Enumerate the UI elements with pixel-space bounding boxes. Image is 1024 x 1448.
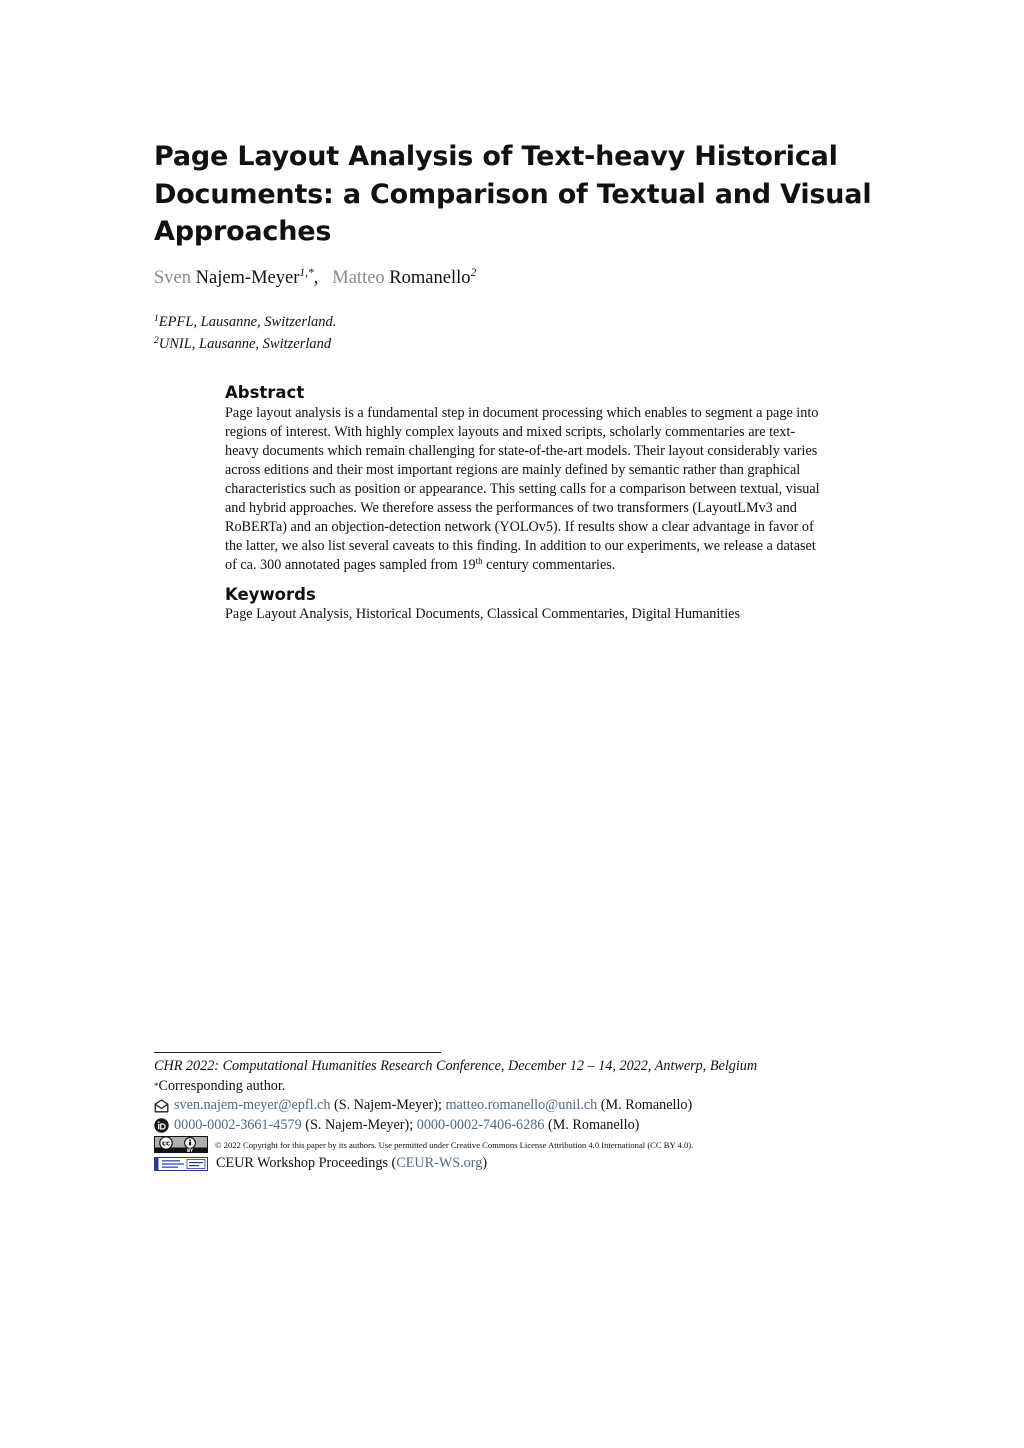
affiliation-list [154,311,336,355]
license-text: © 2022 Copyright for this paper by its authors. Use permitted under Creative Commons License Attribution 4.0 International (CC BY 4.0). [215,1139,694,1150]
author-affiliation-mark: 1,* [299,267,314,279]
license-line [154,1135,757,1154]
email-link[interactable]: sven.najem-meyer@epfl.ch [174,1097,331,1113]
cc-badge-text: BY [187,1148,193,1153]
affiliation-text: EPFL, Lausanne, Switzerland. [158,314,337,330]
title-line: Page Layout Analysis of Text-heavy Historical [154,141,838,172]
affiliation-mark: 1 [154,314,159,324]
paper-title [154,138,872,251]
title-line: Documents: a Comparison of Textual and Visual [154,178,872,210]
orcid-owner: (M. Romanello) [544,1116,640,1133]
keywords-text: Page Layout Analysis, Historical Documents, Classical Commentaries, Digital Humanities [225,606,740,622]
author [154,268,314,288]
author-given-name: Sven [154,268,191,288]
abstract-line-text: century commentaries. [482,557,616,573]
keywords-heading: Keywords [225,585,316,604]
affiliation-mark: 2 [154,336,159,346]
footnote-rule [154,1052,441,1053]
abstract-line: across editions and their most important regions are mainly defined by semantic rather than graphical [225,462,801,478]
affiliation [154,311,336,333]
abstract-line: and hybrid approaches. We therefore assess the performances of two transformers (LayoutLMv3 and [225,500,797,516]
affiliation [154,333,336,355]
corresponding-author-note: * Corresponding author. [154,1077,757,1097]
abstract-line [225,556,875,575]
abstract-line: regions of interest. With highly complex layouts and mixed scripts, scholarly commentaries are text- [225,424,796,440]
cc-badge-text: cc [161,1139,171,1148]
author-family-name: Romanello [389,268,471,288]
email-link[interactable]: matteo.romanello@unil.ch [445,1097,598,1113]
abstract-line: heavy documents which remain challenging for state-of-the-art models. Their layout considerably varies [225,443,818,459]
author-given-name: Matteo [332,268,385,288]
abstract-line: the latter, we also list several caveats to this finding. In addition to our experiments, we release a dataset [225,538,816,554]
abstract-text [225,404,875,575]
email-line [154,1096,757,1116]
abstract-line: Page layout analysis is a fundamental step in document processing which enables to segment a page into [225,405,819,421]
title-line: Approaches [154,216,332,247]
author [332,268,476,288]
cc-by-badge-icon [154,1136,208,1153]
email-owner: (S. Najem-Meyer); [330,1097,446,1113]
publisher-link[interactable]: CEUR-WS.org [396,1155,483,1172]
publisher-line [154,1154,757,1174]
author-family-name: Najem-Meyer [195,268,300,288]
abstract-line: RoBERTa) and an objection-detection network (YOLOv5). If results show a clear advantage in favor of [225,519,814,535]
ordinal-suffix: th [475,556,483,566]
footnotes [154,1057,757,1174]
abstract-line: characteristics such as position or appearance. This setting calls for a comparison between textual, visual [225,481,820,497]
ceur-logo-icon [154,1157,208,1171]
email-owner: (M. Romanello) [597,1097,693,1113]
publisher-text [216,1154,487,1174]
orcid-link[interactable]: 0000-0002-7406-6286 [416,1116,545,1133]
orcid-line [154,1116,757,1136]
conference-note: CHR 2022: Computational Humanities Research Conference, December 12 – 14, 2022, Antwerp, Belgium [154,1058,758,1074]
publisher-close: ) [482,1155,488,1172]
orcid-link[interactable]: 0000-0002-3661-4579 [174,1116,302,1133]
author-affiliation-mark: 2 [470,267,477,279]
author-list: Sven Najem-Meyer$^{1,*}$, Matteo Romanello$^2$ [154,267,477,288]
affiliation-text: UNIL, Lausanne, Switzerland [158,336,332,352]
abstract-line-text: of ca. 300 annotated pages sampled from 19 [225,557,476,573]
envelope-icon [154,1099,169,1113]
orcid-icon [154,1118,169,1133]
publisher-name: CEUR Workshop Proceedings ( [216,1155,397,1172]
orcid-owner: (S. Najem-Meyer); [301,1116,417,1133]
corresponding-text: Corresponding author. [158,1077,286,1094]
abstract-heading: Abstract [225,383,305,402]
